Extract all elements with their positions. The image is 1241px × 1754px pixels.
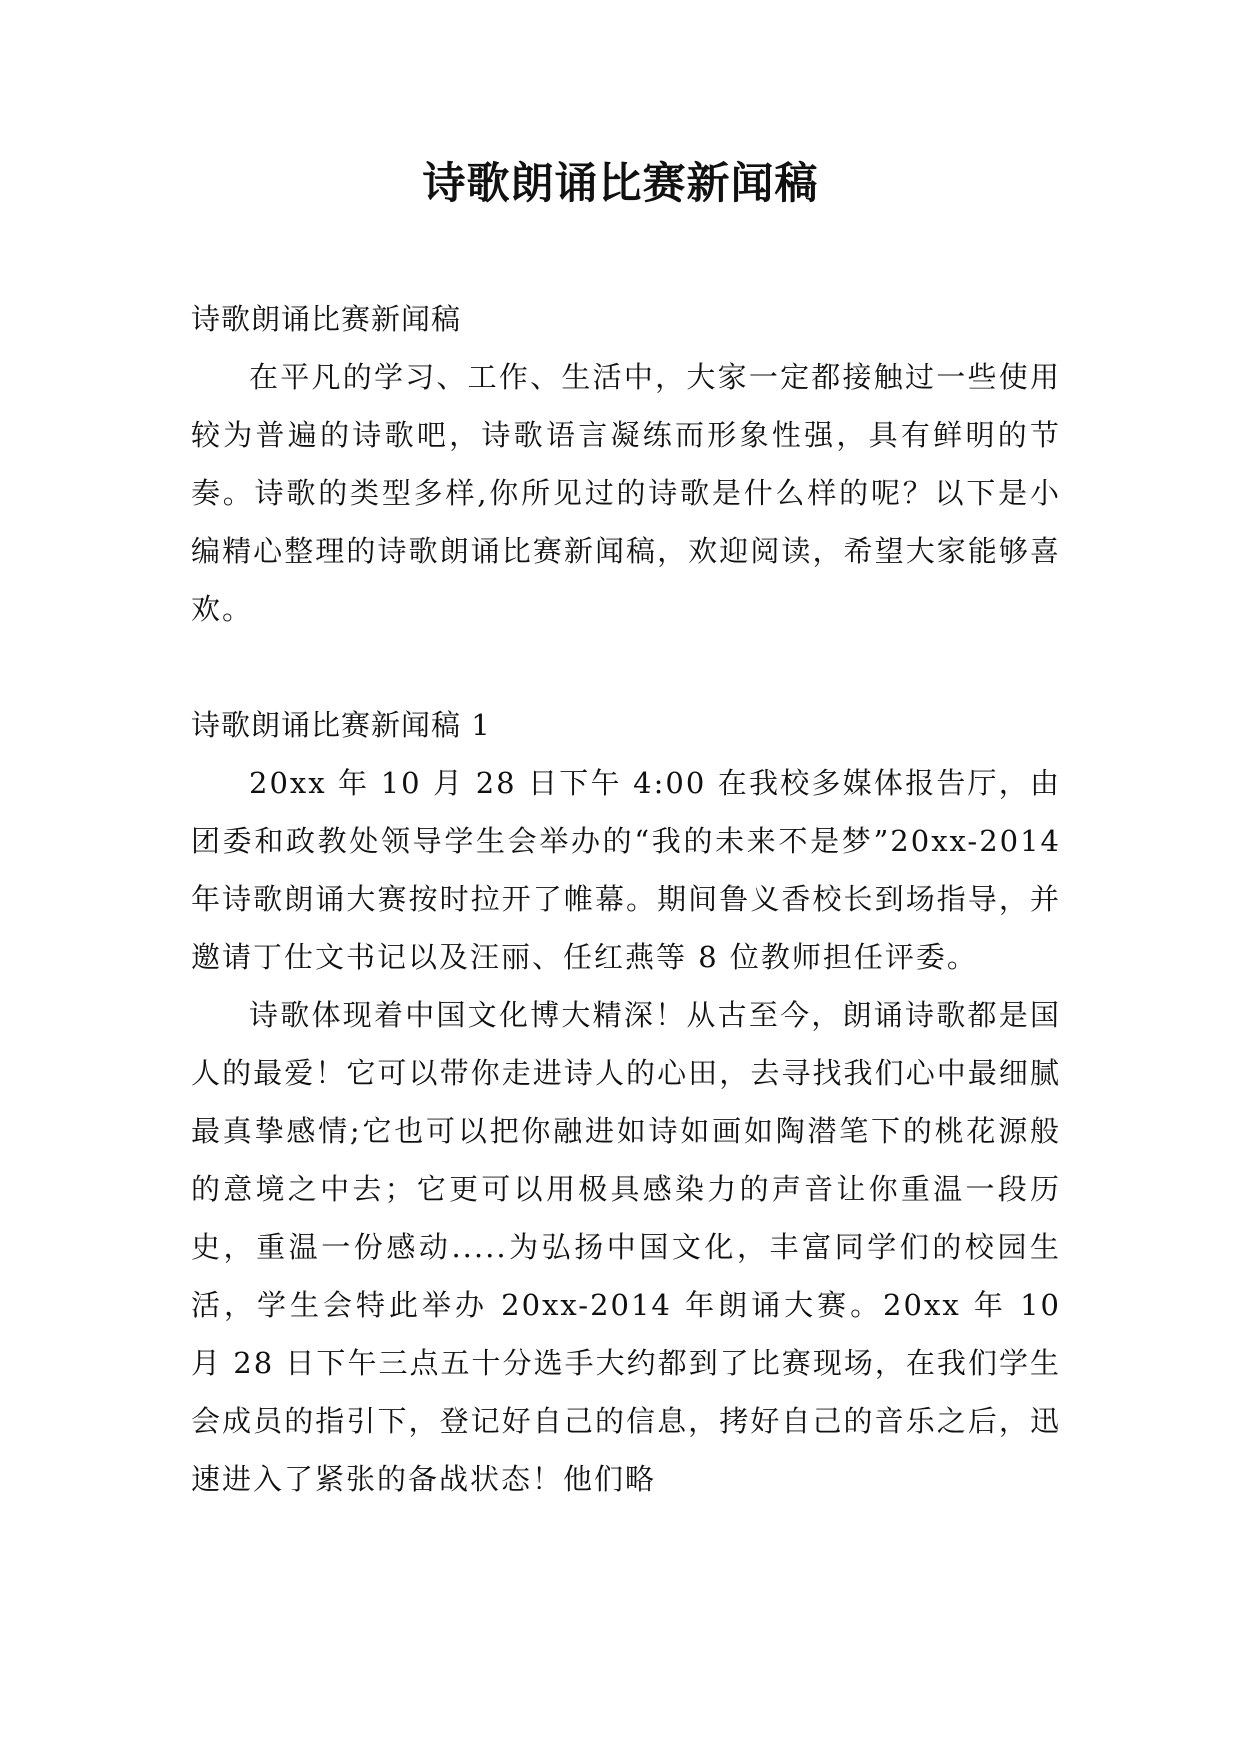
section-spacer xyxy=(191,638,1061,696)
section-heading: 诗歌朗诵比赛新闻稿 1 xyxy=(191,708,491,742)
body-paragraph: 20xx 年 10 月 28 日下午 4:00 在我校多媒体报告厅，由团委和政教处领导学生会举办的“我的未来不是梦”20xx-2014 年诗歌朗诵大赛按时拉开了帷幕。期间鲁义香校长到场指导，并邀请丁仕文书记以及汪丽、任红燕等 8 位教师担任评委。 xyxy=(191,766,1061,974)
intro-paragraph: 在平凡的学习、工作、生活中，大家一定都接触过一些使用较为普遍的诗歌吧，诗歌语言凝练而形象性强，具有鲜明的节奏。诗歌的类型多样,你所见过的诗歌是什么样的呢？以下是小编精心整理的诗歌朗诵比赛新闻稿，欢迎阅读，希望大家能够喜欢。 xyxy=(191,360,1061,626)
body-paragraph: 诗歌体现着中国文化博大精深！从古至今，朗诵诗歌都是国人的最爱！它可以带你走进诗人的心田，去寻找我们心中最细腻最真挚感情;它也可以把你融进如诗如画如陶潜笔下的桃花源般的意境之中去；它更可以用极具感染力的声音让你重温一段历史，重温一份感动.....为弘扬中国文化，丰富同学们的校园生活，学生会特此举办 20xx-2014 年朗诵大赛。20xx 年 10 月 28 日下午三点五十分选手大约都到了比赛现场，在我们学生会成员的指引下，登记好自己的信息，拷好自己的音乐之后，迅速进入了紧张的备战状态！他们略 xyxy=(191,998,1061,1496)
document-subtitle: 诗歌朗诵比赛新闻稿 xyxy=(191,302,462,336)
document-body xyxy=(191,290,1061,1508)
document-title: 诗歌朗诵比赛新闻稿 xyxy=(422,159,819,209)
